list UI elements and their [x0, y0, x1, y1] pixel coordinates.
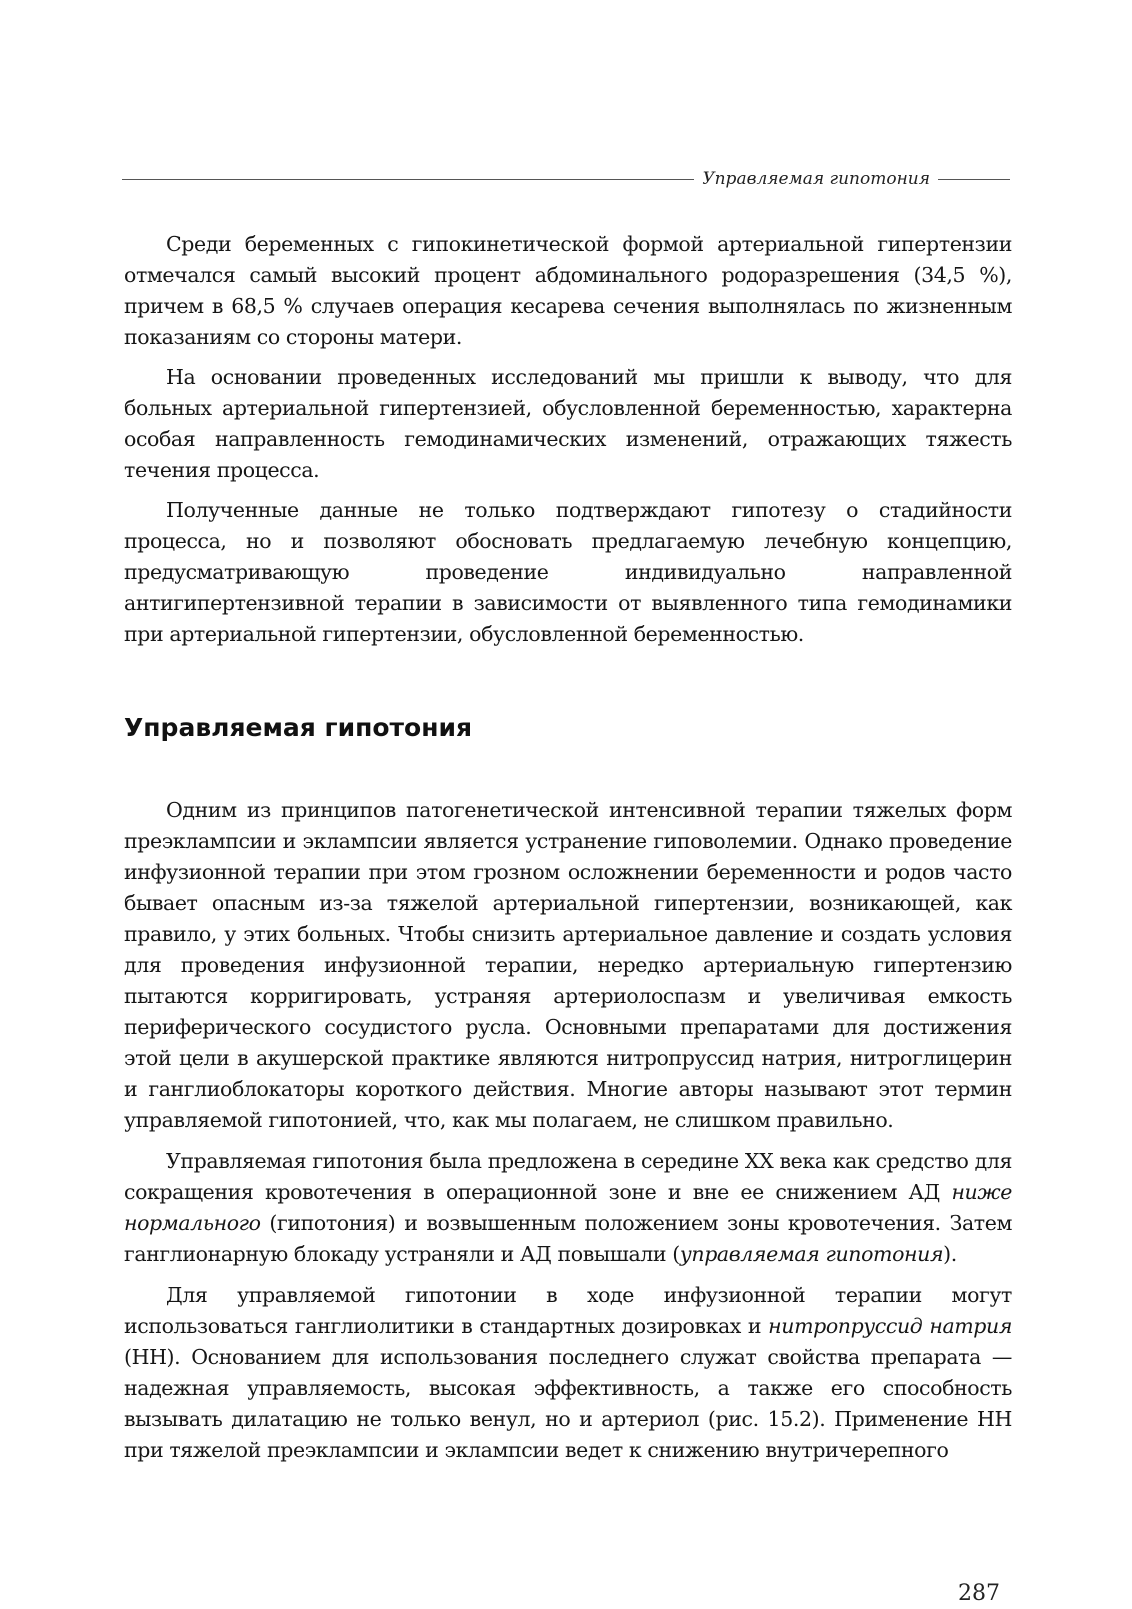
- italic-term: нитропруссид натрия: [768, 1314, 1013, 1338]
- paragraph: [124, 1146, 1012, 1270]
- text-run: (гипотония) и возвышенным положением зоны кровотечения. Затем ганглионарную блокаду устраняли и АД повышали (: [124, 1211, 1012, 1266]
- section-heading: Управляемая гипотония: [124, 713, 473, 742]
- page-number: 287: [958, 1581, 1000, 1606]
- italic-term: управляемая гипотония: [679, 1242, 944, 1266]
- paragraph: Среди беременных с гипокинетической формой артериальной гипертензии отмечался самый высокий процент абдоминального родоразрешения (34,5 %), причем в 68,5 % случаев операция кесарева сечения выполнялась по жизненным показаниям со стороны матери.: [124, 232, 1012, 349]
- paragraph: Одним из принципов патогенетической интенсивной терапии тяжелых форм преэклампсии и эклампсии является устранение гиповолемии. Однако проведение инфузионной терапии при этом грозном осложнении беременности и родов часто бывает опасным из-за тяжелой артериальной гипертензии, возникающей, как правило, у этих больных. Чтобы снизить артериальное давление и создать условия для проведения инфузионной терапии, нередко артериальную гипертензию пытаются корригировать, устраняя артериолоспазм и увеличивая емкость периферического сосудистого русла. Основными препаратами для достижения этой цели в акушерской практике являются нитропруссид натрия, нитроглицерин и ганглиоблокаторы короткого действия. Многие авторы называют этот термин управляемой гипотонией, что, как мы полагаем, не слишком правильно.: [124, 798, 1012, 1132]
- italic-term: ниже нормального: [124, 1180, 1012, 1235]
- paragraph: На основании проведенных исследований мы пришли к выводу, что для больных артериальной гипертензией, обусловленной беременностью, характерна особая направленность гемодинамических изменений, отражающих тяжесть течения процесса.: [124, 365, 1012, 482]
- text-run: ).: [943, 1242, 957, 1266]
- text-run: Для управляемой гипотонии в ходе инфузионной терапии могут использоваться ганглиолитики в стандартных дозировках и: [124, 1283, 1012, 1338]
- header-rule-left: [122, 179, 694, 180]
- paragraph: [124, 1280, 1012, 1466]
- paragraph: Полученные данные не только подтверждают гипотезу о стадийности процесса, но и позволяют обосновать предлагаемую лечебную концепцию, предусматривающую проведение индивидуально направленной антигипертензивной терапии в зависимости от выявленного типа гемодинамики при артериальной гипертензии, обусловленной беременностью.: [124, 498, 1012, 646]
- running-head-title: Управляемая гипотония: [702, 169, 930, 189]
- running-head: [122, 168, 1010, 190]
- intro-text: [124, 229, 1012, 650]
- text-run: (НН). Основанием для использования последнего служат свойства препарата — надежная управляемость, высокая эффективность, а также его способность вызывать дилатацию не только венул, но и артериол (рис. 15.2). Применение НН при тяжелой преэклампсии и эклампсии ведет к снижению внутричерепного: [124, 1345, 1012, 1462]
- header-rule-right: [938, 179, 1010, 180]
- section-text: [124, 795, 1012, 1466]
- text-run: Управляемая гипотония была предложена в середине XX века как средство для сокращения кровотечения в операционной зоне и вне ее снижением АД: [124, 1149, 1012, 1204]
